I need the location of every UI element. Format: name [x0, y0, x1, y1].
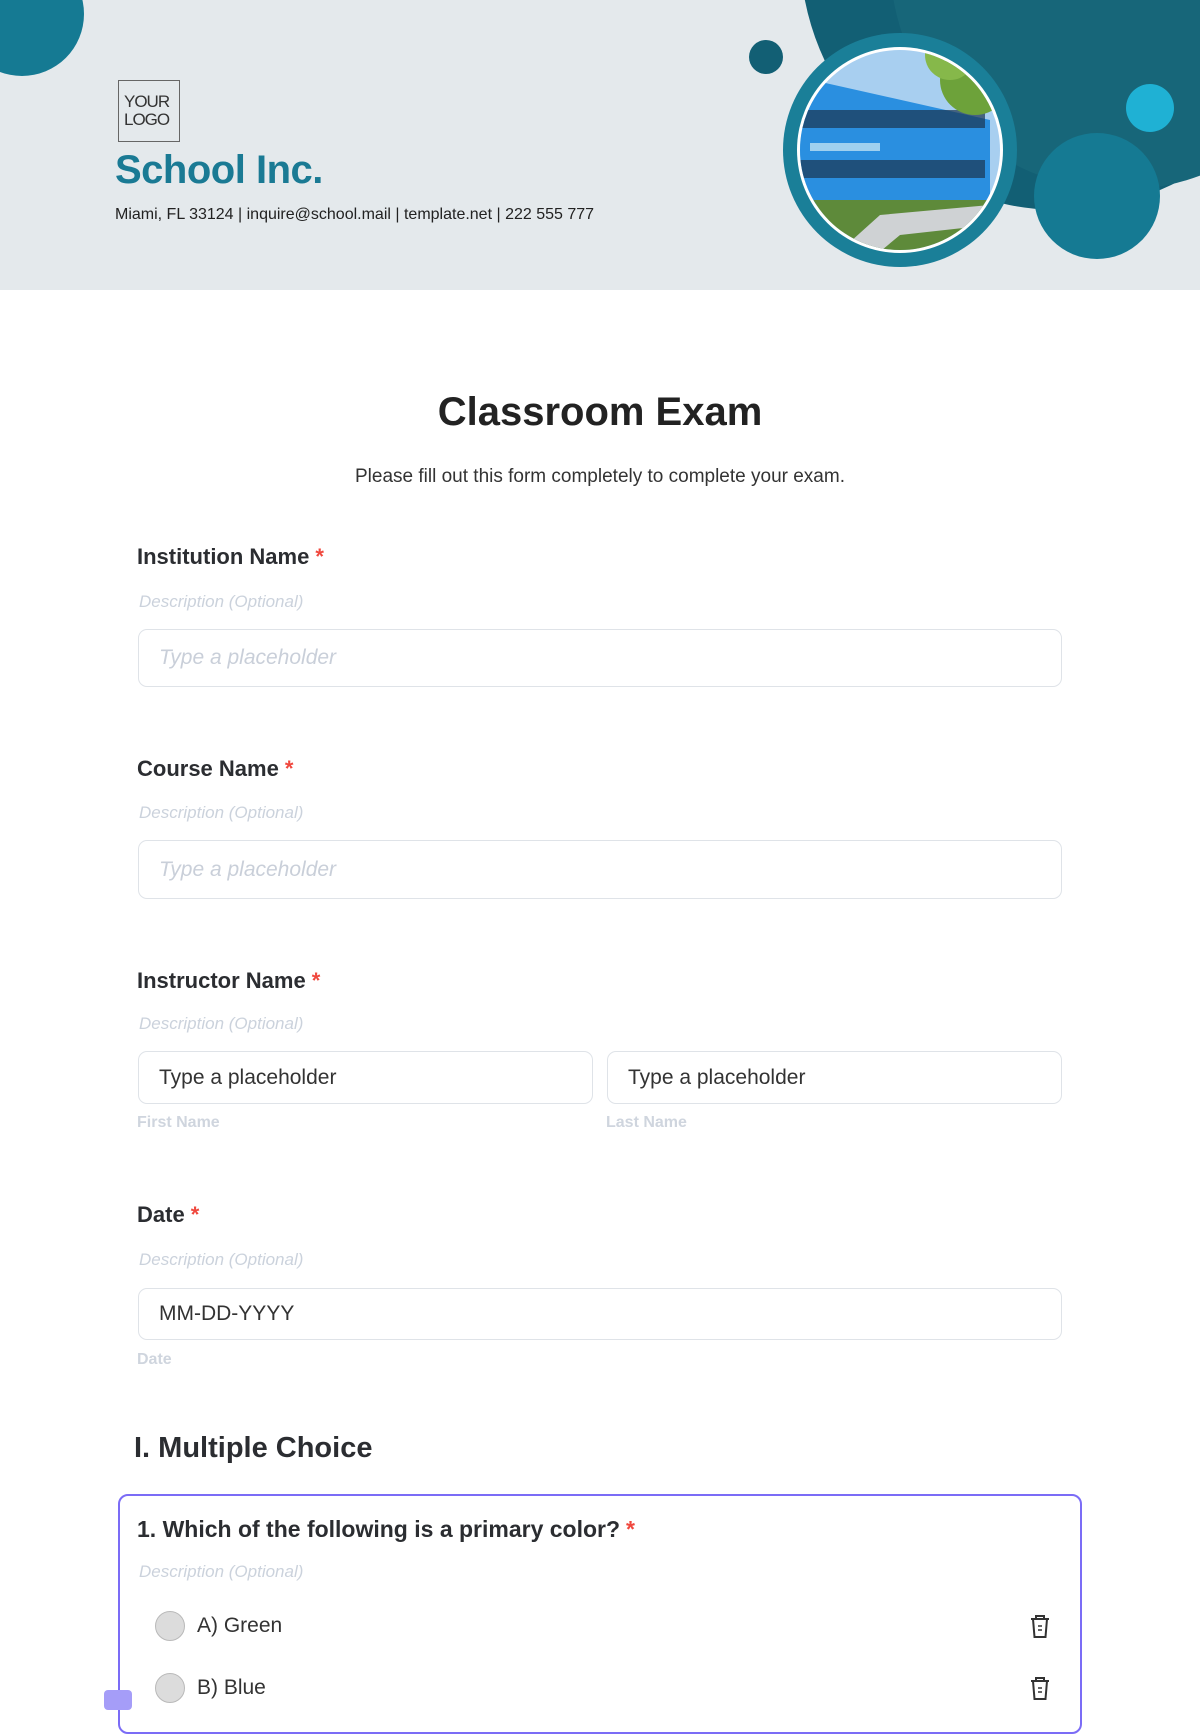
course-name-input[interactable]: Type a placeholder	[138, 840, 1062, 899]
required-mark: *	[311, 968, 321, 993]
course-name-label	[137, 756, 293, 782]
radio-button[interactable]	[155, 1673, 185, 1703]
logo-placeholder: YOUR LOGO	[118, 80, 180, 142]
label-text: Institution Name	[137, 544, 310, 569]
question-description[interactable]: Description (Optional)	[139, 1562, 304, 1581]
question-label: 1. Which of the following is a primary color?	[137, 1516, 621, 1542]
required-mark: *	[284, 756, 294, 781]
instructor-name-label	[137, 968, 320, 994]
first-name-input[interactable]: Type a placeholder	[138, 1051, 593, 1104]
required-mark: *	[315, 544, 324, 569]
required-mark: *	[190, 1202, 200, 1227]
required-mark: *	[626, 1516, 635, 1542]
option-label: A) Green	[197, 1614, 283, 1637]
instructor-description[interactable]: Description (Optional)	[139, 1014, 304, 1033]
question-text	[137, 1516, 635, 1543]
option-row[interactable]	[155, 1611, 282, 1641]
decor-dot	[749, 40, 783, 74]
section-heading: I. Multiple Choice	[134, 1432, 373, 1464]
option-label: B) Blue	[197, 1676, 266, 1699]
form-subtitle: Please fill out this form completely to complete your exam.	[355, 466, 845, 487]
contact-info: Miami, FL 33124 | inquire@school.mail | template.net | 222 555 777	[115, 206, 595, 223]
option-row[interactable]	[155, 1673, 266, 1703]
decorative-circles	[0, 0, 1200, 290]
label-text: Course Name	[137, 756, 279, 781]
date-sublabel: Date	[137, 1351, 172, 1368]
institution-description[interactable]: Description (Optional)	[139, 592, 304, 611]
label-text: Date	[137, 1202, 185, 1227]
radio-button[interactable]	[155, 1611, 185, 1641]
first-name-sublabel: First Name	[137, 1114, 220, 1131]
decor-circle	[0, 0, 84, 76]
date-description[interactable]: Description (Optional)	[139, 1250, 304, 1269]
institution-name-input[interactable]: Type a placeholder	[138, 629, 1062, 687]
date-label	[137, 1202, 199, 1228]
header-banner	[0, 0, 1200, 290]
decor-dot	[1126, 84, 1174, 132]
institution-name-label	[137, 544, 324, 570]
form-title: Classroom Exam	[437, 390, 763, 434]
trash-icon[interactable]	[1027, 1674, 1053, 1707]
last-name-sublabel: Last Name	[606, 1114, 687, 1131]
drag-handle[interactable]	[104, 1690, 132, 1710]
course-description[interactable]: Description (Optional)	[139, 803, 304, 822]
brand-name: School Inc.	[115, 148, 323, 192]
label-text: Instructor Name	[137, 968, 306, 993]
date-input[interactable]: MM-DD-YYYY	[138, 1288, 1062, 1340]
decor-circle	[1034, 133, 1160, 259]
last-name-input[interactable]: Type a placeholder	[607, 1051, 1062, 1104]
trash-icon[interactable]	[1027, 1612, 1053, 1645]
